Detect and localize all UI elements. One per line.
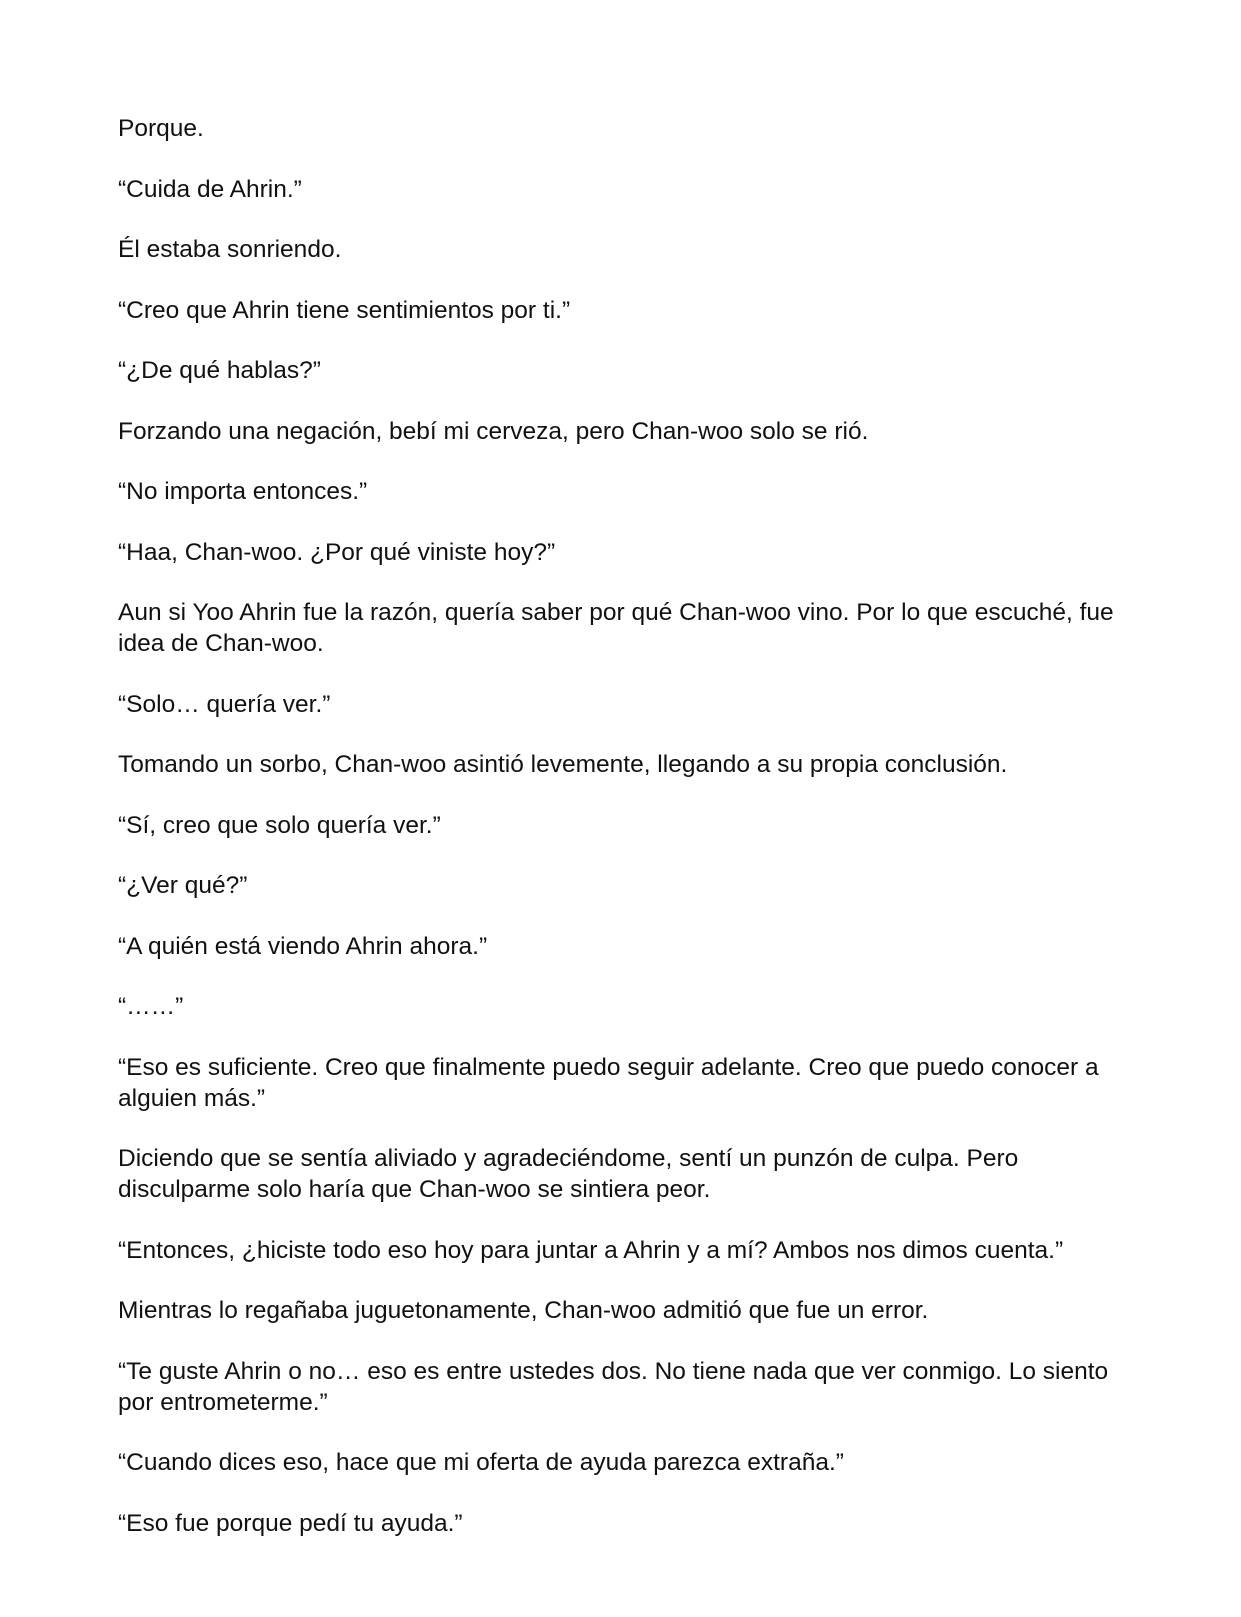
paragraph: “No importa entonces.” xyxy=(118,478,368,505)
paragraph: “Eso es suficiente. Creo que finalmente puedo seguir adelante. Creo que puedo conocer a alguien más.” xyxy=(118,1053,1099,1112)
paragraph: Forzando una negación, bebí mi cerveza, pero Chan-woo solo se rió. xyxy=(118,417,869,445)
paragraph: Tomando un sorbo, Chan-woo asintió levemente, llegando a su propia conclusión. xyxy=(118,751,1008,778)
paragraph: “Te guste Ahrin o no… eso es entre ustedes dos. No tiene nada que ver conmigo. Lo siento por entrometerme.” xyxy=(118,1357,1109,1416)
paragraph: “Eso fue porque pedí tu ayuda.” xyxy=(118,1509,463,1537)
paragraph: Aun si Yoo Ahrin fue la razón, quería saber por qué Chan-woo vino. Por lo que escuché, fue idea de Chan-woo. xyxy=(118,599,1114,657)
paragraph: “Cuida de Ahrin.” xyxy=(118,175,302,203)
paragraph: “Haa, Chan-woo. ¿Por qué viniste hoy?” xyxy=(118,538,556,566)
paragraph: Porque. xyxy=(118,115,204,142)
paragraph: “……” xyxy=(118,993,184,1020)
paragraph: “Creo que Ahrin tiene sentimientos por ti.” xyxy=(118,296,571,324)
paragraph: Mientras lo regañaba juguetonamente, Chan-woo admitió que fue un error. xyxy=(118,1297,929,1324)
paragraph: “Solo… quería ver.” xyxy=(118,690,331,718)
paragraph: “Sí, creo que solo quería ver.” xyxy=(118,811,441,839)
paragraph: Él estaba sonriendo. xyxy=(118,236,342,263)
paragraph: “A quién está viendo Ahrin ahora.” xyxy=(118,932,488,960)
paragraph: “Cuando dices eso, hace que mi oferta de ayuda parezca extraña.” xyxy=(118,1449,844,1476)
paragraph: “¿Ver qué?” xyxy=(118,872,248,899)
paragraph: “¿De qué hablas?” xyxy=(118,357,321,384)
document-body xyxy=(118,113,1128,1568)
paragraph: “Entonces, ¿hiciste todo eso hoy para juntar a Ahrin y a mí? Ambos nos dimos cuenta.” xyxy=(118,1236,1064,1264)
paragraph: Diciendo que se sentía aliviado y agradeciéndome, sentí un punzón de culpa. Pero disculparme solo haría que Chan-woo se sintiera peor. xyxy=(118,1145,1019,1203)
